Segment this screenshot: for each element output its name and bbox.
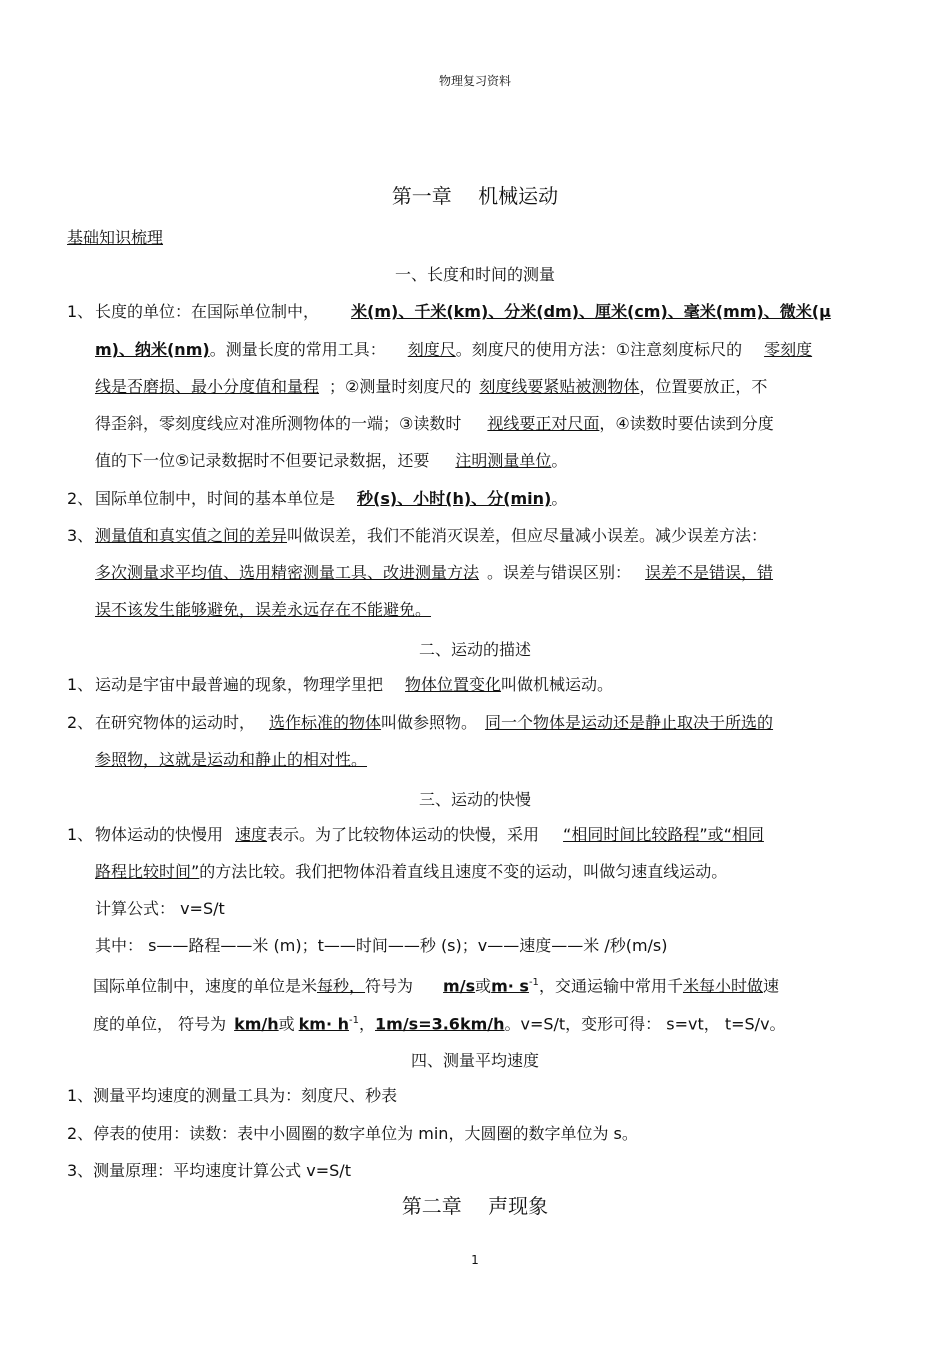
section-heading: 三、运动的快慢 — [418, 790, 531, 809]
list-number: 1、 — [67, 302, 94, 321]
paragraph-line: 参照物，这就是运动和静止的相对性。 — [95, 750, 368, 769]
paragraph-line: 在研究物体的运动时， 选作标准的物体叫做参照物。 同一个物体是运动还是静止取决于所选的 — [95, 713, 774, 732]
paragraph-line: 2、停表的使用：读数：表中小圆圈的数字单位为 min，大圆圈的数字单位为 s。 — [67, 1124, 638, 1143]
paragraph-line: 测量值和真实值之间的差异叫做误差，我们不能消灭误差，但应尽量减小误差。减少误差方法： — [95, 526, 768, 545]
chapter-title: 第二章 声现象 — [401, 1194, 549, 1218]
paragraph-line: 国际单位制中，速度的单位是米每秒，符号为 m/s或$m\cdot s^{-1}$，交通运输中常用千米每小时做速 — [93, 976, 779, 996]
list-number: 2、 — [67, 713, 94, 732]
paragraph-line: 多次测量求平均值、选用精密测量工具、改进测量方法 。误差与错误区别： 误差不是错误，错 — [95, 563, 774, 582]
paragraph-line: 长度的单位：在国际单位制中， 米(m)、千米(km)、分米(dm)、厘米(cm)、毫米(mm)、微米(μ — [95, 302, 831, 321]
paragraph-line: 其中： s——路程——米 (m)；t——时间——秒 (s)；v——速度——米 /秒(m/s) — [95, 936, 668, 955]
list-number: 3、 — [67, 526, 94, 545]
section-heading: 四、测量平均速度 — [410, 1051, 539, 1070]
section-heading: 一、长度和时间的测量 — [394, 265, 555, 284]
paragraph-line: 物体运动的快慢用 速度表示。为了比较物体运动的快慢，采用 “相同时间比较路程”或“相同 — [95, 825, 764, 844]
paragraph-line: 得歪斜，零刻度线应对准所测物体的一端；③读数时 视线要正对尺面，④读数时要估读到分度 — [95, 414, 774, 433]
list-number: 2、 — [67, 489, 94, 508]
paragraph-line: 线是否磨损、最小分度值和量程 ；②测量时刻度尺的 刻度线要紧贴被测物体，位置要放正，不 — [95, 377, 768, 396]
section-heading: 二、运动的描述 — [418, 640, 531, 659]
subtitle: 基础知识梳理 — [67, 228, 164, 247]
chapter-title: 第一章 机械运动 — [391, 184, 559, 208]
paragraph-line: 运动是宇宙中最普遍的现象，物理学里把 物体位置变化叫做机械运动。 — [95, 675, 614, 694]
paragraph-line: 国际单位制中，时间的基本单位是 秒(s)、小时(h)、分(min)。 — [95, 489, 568, 508]
paragraph-line: 度的单位， 符号为 km/h或 $km\cdot h^{-1}$，1m/s=3.6km/h。v=S/t，变形可得： s=vt， t=S/v。 — [93, 1014, 786, 1034]
paragraph-line: m)、纳米(nm)。测量长度的常用工具： 刻度尺。刻度尺的使用方法：①注意刻度标尺的 零刻度 — [95, 340, 813, 359]
paragraph-line: 值的下一位⑤记录数据时不但要记录数据，还要 注明测量单位。 — [95, 451, 568, 470]
paragraph-line: 路程比较时间”的方法比较。我们把物体沿着直线且速度不变的运动，叫做匀速直线运动。 — [95, 862, 728, 881]
page-header: 物理复习资料 — [438, 74, 511, 88]
page-number: 1 — [471, 1253, 479, 1267]
list-number: 1、 — [67, 825, 94, 844]
list-number: 1、 — [67, 675, 94, 694]
paragraph-line: 误不该发生能够避免，误差永远存在不能避免。 — [95, 600, 432, 619]
paragraph-line: 1、测量平均速度的测量工具为：刻度尺、秒表 — [67, 1086, 398, 1105]
formula-line: 计算公式： v=S/t — [95, 899, 225, 918]
paragraph-line: 3、测量原理：平均速度计算公式 v=S/t — [67, 1161, 351, 1180]
